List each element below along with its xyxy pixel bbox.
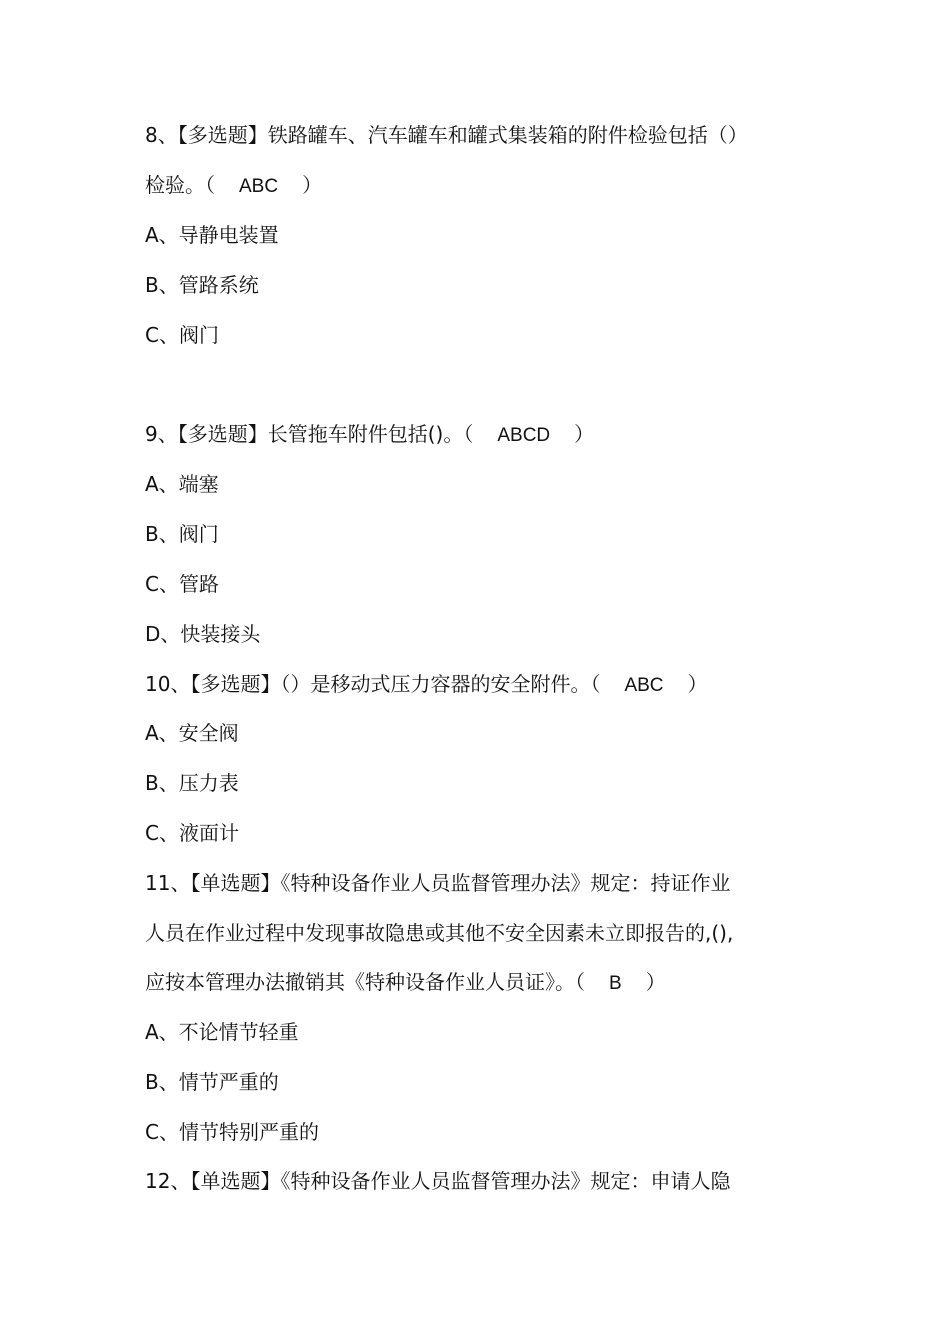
- answer-paren-close: ）: [645, 970, 666, 994]
- answer-paren-open: （: [590, 672, 601, 696]
- answer-paren-close: ）: [574, 422, 595, 446]
- question-8-stem-line-2: [145, 171, 322, 201]
- question-9-option-d: D、快装接头: [145, 622, 261, 646]
- question-11-stem-line-3: [145, 968, 666, 998]
- question-10-option-a: A、安全阀: [145, 721, 239, 745]
- question-9-option-a: A、端塞: [145, 472, 219, 496]
- question-11-stem-line-1: 11、【单选题】《特种设备作业人员监督管理办法》规定：持证作业: [145, 871, 731, 895]
- question-10-stem-line-1: [145, 670, 708, 700]
- question-8-option-c: C、阀门: [145, 323, 219, 347]
- question-10-option-b: B、压力表: [145, 771, 239, 795]
- answer-paren-close: ）: [302, 173, 323, 197]
- answer-paren-open: （: [205, 173, 215, 197]
- question-11-stem-line-2: 人员在作业过程中发现事故隐患或其他不安全因素未立即报告的,(),: [145, 921, 734, 945]
- answer-paren-close: ）: [687, 672, 708, 696]
- question-9-stem-text: 9、【多选题】长管拖车附件包括()。: [145, 422, 464, 446]
- answer-paren-open: （: [463, 422, 474, 446]
- question-9-option-b: B、阀门: [145, 522, 219, 546]
- question-8-answer: ABC: [239, 176, 279, 197]
- question-8-stem-text: 检验。: [145, 173, 205, 197]
- question-10-stem-text: 10、【多选题】（）是移动式压力容器的安全附件。: [145, 672, 591, 696]
- question-8-stem-line-1: 8、【多选题】铁路罐车、汽车罐车和罐式集装箱的附件检验包括（）: [145, 123, 748, 147]
- question-11-option-b: B、情节严重的: [145, 1070, 279, 1094]
- question-9-option-c: C、管路: [145, 572, 219, 596]
- question-9-stem-line-1: [145, 420, 594, 450]
- question-11-stem-text: 应按本管理办法撤销其《特种设备作业人员证》。: [145, 970, 575, 994]
- question-10-option-c: C、液面计: [145, 821, 239, 845]
- question-11-option-a: A、不论情节轻重: [145, 1020, 299, 1044]
- question-11-option-c: C、情节特别严重的: [145, 1120, 319, 1144]
- question-8-option-a: A、导静电装置: [145, 223, 279, 247]
- question-10-answer: ABC: [624, 675, 664, 696]
- question-9-answer: ABCD: [497, 425, 551, 446]
- question-11-answer: B: [609, 973, 622, 994]
- question-8-option-b: B、管路系统: [145, 273, 259, 297]
- question-12-stem-line-1: 12、【单选题】《特种设备作业人员监督管理办法》规定：申请人隐: [145, 1169, 731, 1193]
- answer-paren-open: （: [575, 970, 585, 994]
